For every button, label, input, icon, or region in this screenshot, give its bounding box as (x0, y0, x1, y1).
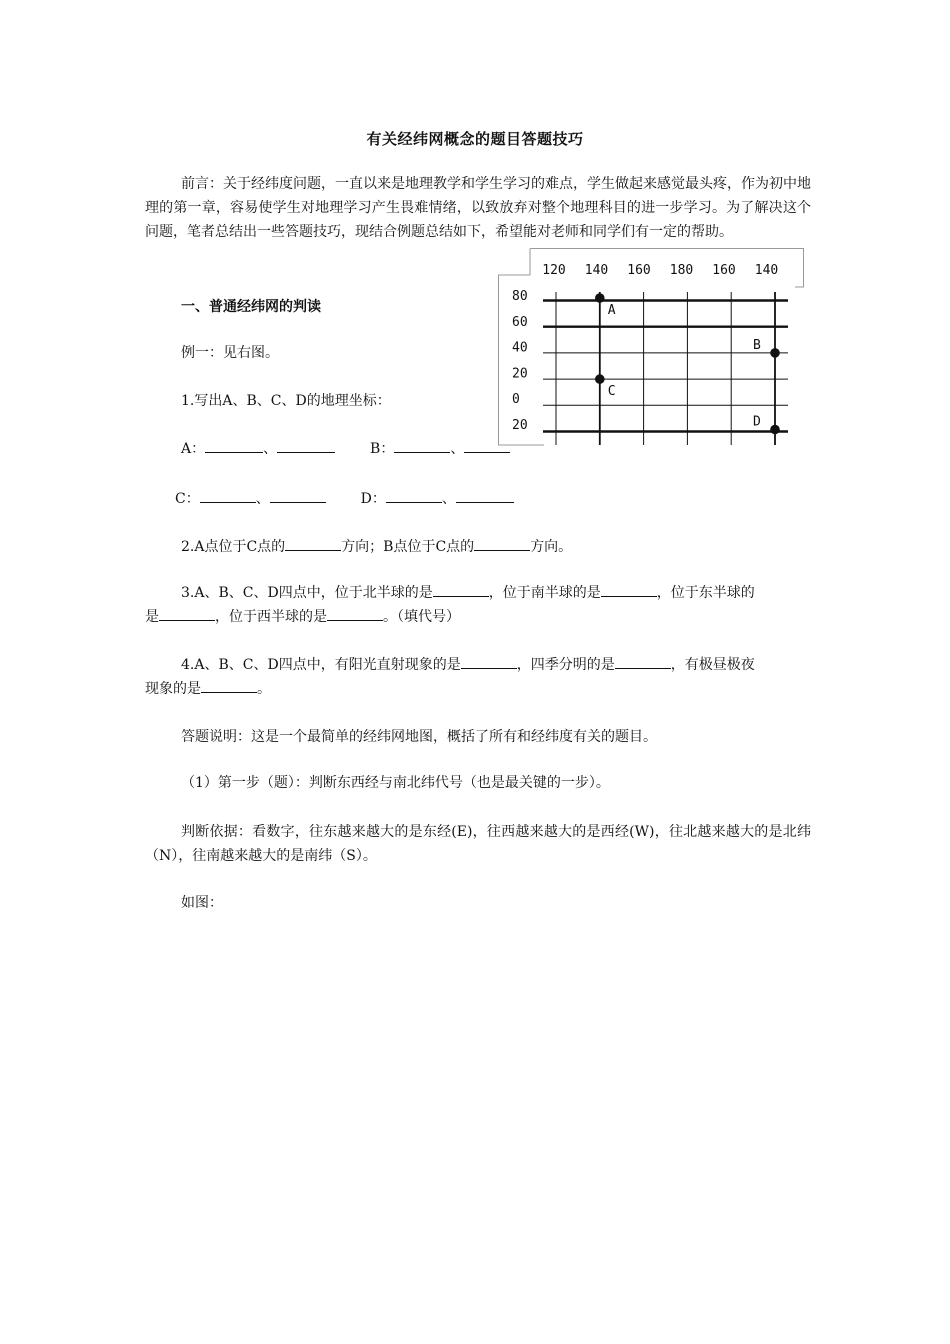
blank-q2-2[interactable] (474, 536, 530, 551)
blank-q4-3[interactable] (201, 678, 257, 693)
q2-text-2: 方向；B点位于C点的 (341, 539, 475, 555)
question-1: 1.写出A、B、C、D的地理坐标： (181, 393, 391, 409)
sep: 、 (263, 441, 278, 457)
lat-long-grid (498, 248, 804, 453)
blank-q3-3[interactable] (159, 606, 215, 621)
answer-row-cd (175, 488, 514, 510)
blank-q2-1[interactable] (285, 536, 341, 551)
point-a-label: A (607, 303, 616, 318)
blank-a-lon[interactable] (205, 438, 263, 453)
point-d-label: D (753, 414, 761, 430)
section-heading: 一、普通经纬网的判读 (181, 299, 321, 315)
blank-q3-1[interactable] (433, 582, 489, 597)
label-c: C： (175, 491, 200, 507)
q4-text-1: 4.A、B、C、D四点中，有阳光直射现象的是 (181, 657, 461, 673)
q4-text-4: 现象的是 (145, 681, 201, 697)
grid-lines (543, 292, 788, 445)
sep: 、 (441, 491, 456, 507)
longitude-label: 160 (712, 263, 736, 278)
example-label: 例一：见右图。 (181, 345, 279, 361)
blank-q4-1[interactable] (461, 654, 517, 669)
sep: 、 (450, 441, 465, 457)
q3-text-2: ，位于南半球的是 (488, 585, 601, 601)
question-2 (181, 536, 572, 558)
latitude-label: 40 (512, 340, 528, 356)
blank-c-lat[interactable] (270, 488, 326, 503)
latitude-label: 60 (512, 314, 528, 330)
point-b-marker (770, 348, 780, 358)
q4-text-2: ，四季分明的是 (516, 657, 615, 673)
q4-text-3: ，有极昼极夜 (670, 657, 755, 673)
step-1: （1）第一步（题）：判断东西经与南北纬代号（也是最关键的一步）。 (181, 775, 610, 791)
q3-text-4: 是 (145, 609, 159, 625)
label-d: D： (360, 491, 386, 507)
sep: 、 (255, 491, 270, 507)
label-a: A： (181, 441, 206, 457)
figure-label: 如图： (181, 895, 223, 911)
latitude-label: 20 (512, 366, 528, 382)
blank-a-lat[interactable] (277, 438, 335, 453)
blank-q4-2[interactable] (615, 654, 671, 669)
longitude-label: 160 (627, 263, 651, 278)
q2-text-1: 2.A点位于C点的 (181, 539, 286, 555)
blank-c-lon[interactable] (200, 488, 256, 503)
q3-text-3: ，位于东半球的 (656, 585, 755, 601)
blank-d-lon[interactable] (386, 488, 442, 503)
q4-text-5: 。 (257, 681, 271, 697)
explanation: 答题说明：这是一个最简单的经纬网地图，概括了所有和经纬度有关的题目。 (181, 729, 657, 745)
point-d-marker (770, 425, 780, 435)
longitude-label: 180 (669, 263, 694, 278)
intro-paragraph: 前言：关于经纬度问题，一直以来是地理教学和学生学习的难点，学生做起来感觉最头疼，作为初中地理的第一章，容易使学生对地理学习产生畏难情绪，以致放弃对整个地理科目的进一步学习。为了解决这个问题，笔者总结出一些答题技巧，现结合例题总结如下，希望能对老师和同学们有一定的帮助。 (145, 176, 811, 240)
q2-text-3: 方向。 (530, 539, 573, 555)
question-4-line2 (145, 678, 271, 700)
point-c-marker (595, 374, 605, 384)
label-b: B： (370, 441, 395, 457)
latitude-label: 20 (512, 418, 528, 433)
answer-row-ab (181, 438, 510, 460)
latitude-label: 80 (512, 289, 528, 304)
question-3-line2 (145, 606, 460, 628)
point-b-label: B (753, 337, 761, 353)
q3-text-5: ，位于西半球的是 (215, 609, 327, 625)
question-3-line1 (181, 582, 755, 604)
latitude-label: 0 (512, 392, 520, 408)
q3-text-1: 3.A、B、C、D四点中，位于北半球的是 (181, 585, 433, 601)
longitude-label: 120 (542, 263, 566, 278)
longitude-labels (542, 263, 778, 278)
point-c-label: C (607, 384, 616, 400)
longitude-label: 140 (584, 263, 609, 278)
question-4-line1 (181, 654, 755, 676)
point-a-marker (595, 293, 605, 303)
blank-q3-4[interactable] (327, 606, 383, 621)
q3-text-6: 。（填代号） (383, 609, 460, 625)
basis-paragraph: 判断依据：看数字，往东越来越大的是东经(E)，往西越来越大的是西经(W)，往北越来越大的是北纬（N），往南越来越大的是南纬（S）。 (145, 824, 811, 864)
latitude-labels (512, 289, 528, 433)
blank-q3-2[interactable] (601, 582, 657, 597)
page-title: 有关经纬网概念的题目答题技巧 (366, 130, 584, 148)
blank-b-lon[interactable] (394, 438, 450, 453)
longitude-label: 140 (754, 263, 779, 278)
blank-d-lat[interactable] (456, 488, 514, 503)
